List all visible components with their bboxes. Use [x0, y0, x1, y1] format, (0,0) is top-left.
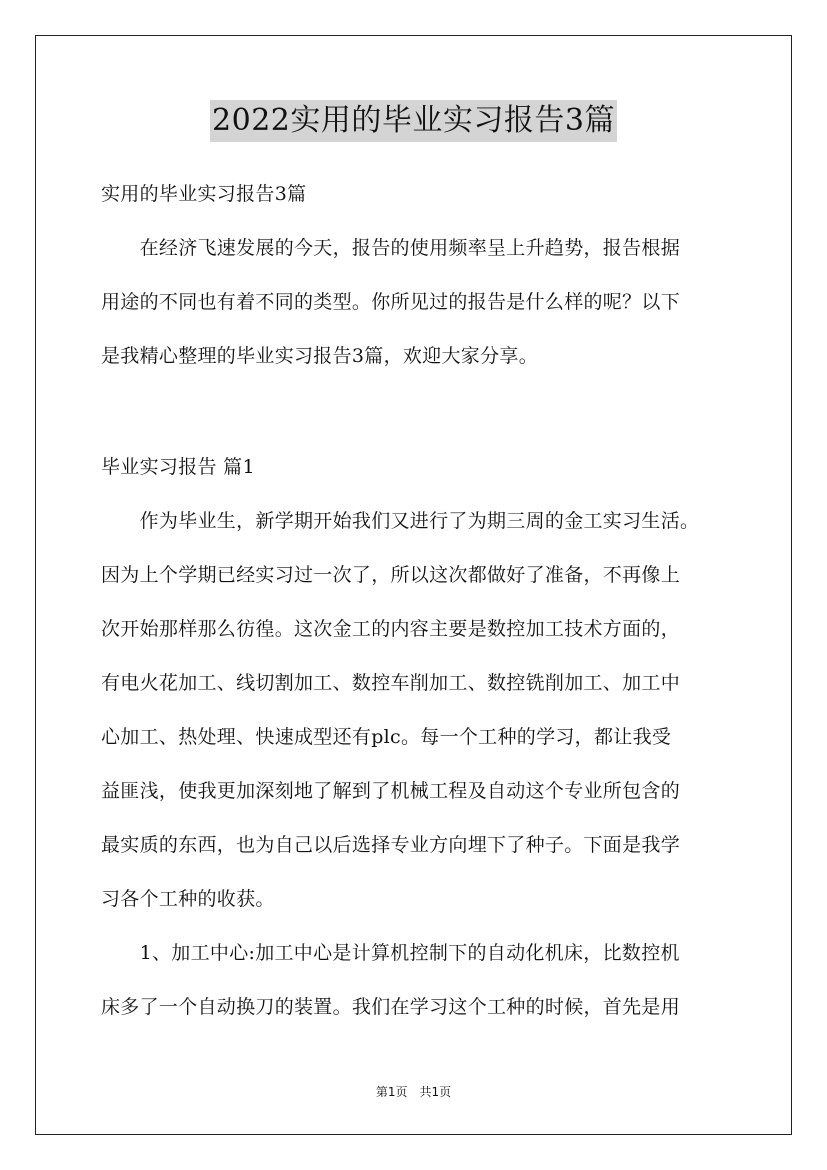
body-line: 习各个工种的收获。 [101, 888, 275, 910]
body-line: 益匪浅，使我更加深刻地了解到了机械工程及自动这个专业所包含的 [101, 780, 681, 802]
title-container [0, 100, 827, 142]
section-heading: 毕业实习报告 篇1 [101, 456, 255, 478]
document-title: 2022实用的毕业实习报告3篇 [210, 100, 617, 142]
body-line: 因为上个学期已经实习过一次了，所以这次都做好了准备，不再像上 [101, 564, 681, 586]
body-line: 在经济飞速发展的今天，报告的使用频率呈上升趋势，报告根据 [101, 237, 681, 259]
body-line: 用途的不同也有着不同的类型。你所见过的报告是什么样的呢？以下 [101, 291, 681, 313]
body-line: 1、加工中心:加工中心是计算机控制下的自动化机床，比数控机 [101, 942, 680, 964]
body-line: 心加工、热处理、快速成型还有plc。每一个工种的学习，都让我受 [101, 726, 672, 748]
page-total: 共1页 [419, 1085, 452, 1099]
body-line: 床多了一个自动换刀的装置。我们在学习这个工种的时候，首先是用 [101, 996, 681, 1018]
body-line: 次开始那样那么彷徨。这次金工的内容主要是数控加工技术方面的， [101, 618, 681, 640]
body-line: 最实质的东西，也为自己以后选择专业方向埋下了种子。下面是我学 [101, 834, 681, 856]
body-line: 是我精心整理的毕业实习报告3篇，欢迎大家分享。 [101, 345, 538, 367]
page-number: 第1页 [375, 1085, 408, 1099]
body-line: 作为毕业生，新学期开始我们又进行了为期三周的金工实习生活。 [101, 510, 700, 532]
subtitle-line: 实用的毕业实习报告3篇 [101, 183, 307, 205]
page-footer [0, 1084, 827, 1100]
body-line: 有电火花加工、线切割加工、数控车削加工、数控铣削加工、加工中 [101, 672, 681, 694]
